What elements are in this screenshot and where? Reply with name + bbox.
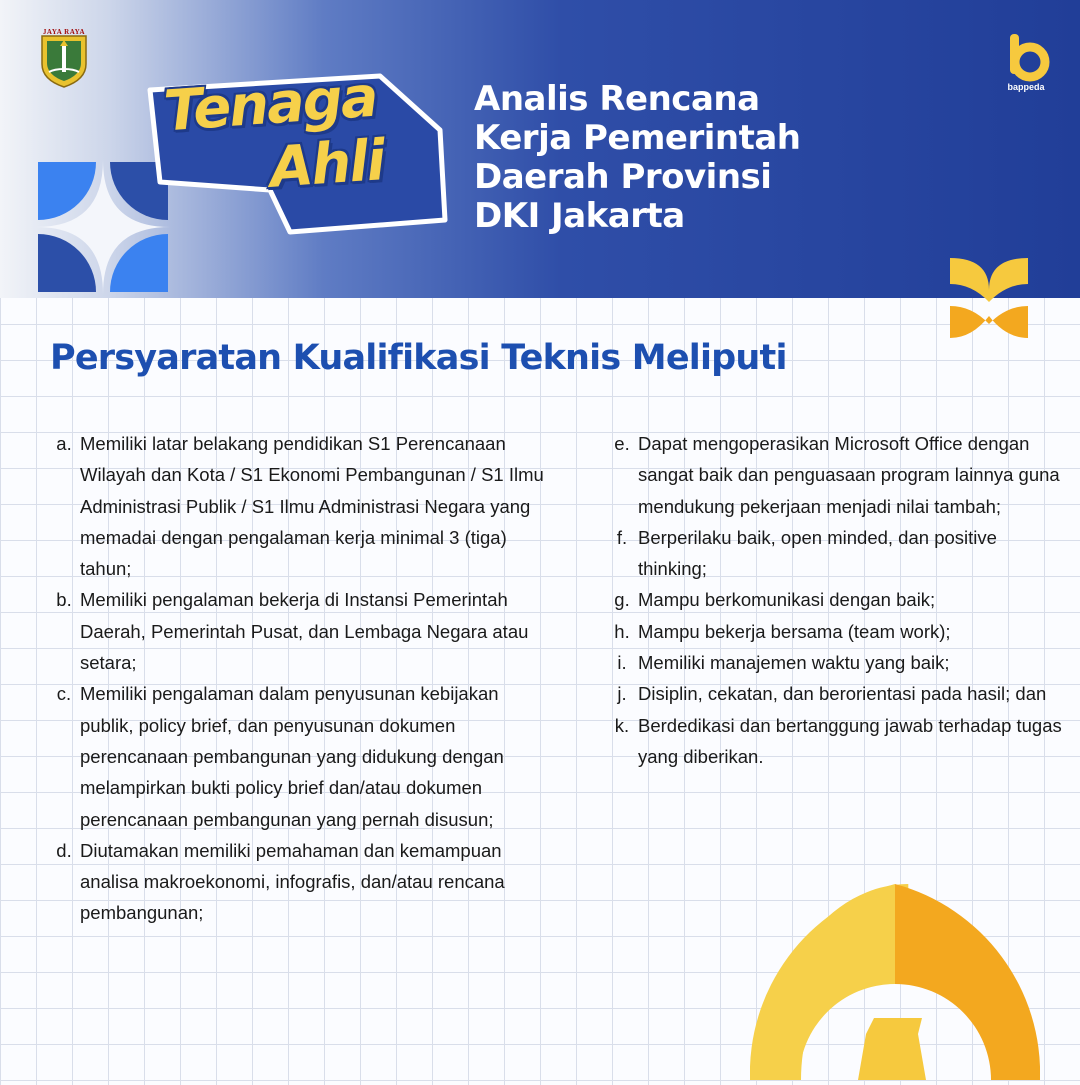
requirement-text: Dapat mengoperasikan Microsoft Office dengan sangat baik dan penguasaan program lainnya guna mendukung pekerjaan menjadi nilai tambah;: [638, 433, 1060, 517]
yellow-arc-graphic: [750, 884, 1040, 1080]
requirement-item: [48, 678, 548, 834]
list-marker: g.: [614, 589, 630, 611]
requirement-item: [606, 710, 1066, 773]
requirement-text: Diutamakan memiliki pemahaman dan kemampuan analisa makroekonomi, infografis, dan/atau rencana pembangunan;: [80, 839, 505, 924]
list-marker: f.: [616, 526, 628, 548]
bappeda-wordmark: bappeda: [1007, 82, 1045, 92]
job-title: [474, 80, 874, 236]
requirement-text: Disiplin, cekatan, dan berorientasi pada hasil; dan: [638, 683, 1047, 705]
yellow-chevron-graphic: [946, 254, 1032, 340]
requirement-item: [48, 584, 548, 678]
requirement-item: [606, 647, 1066, 678]
section-title: Persyaratan Kualifikasi Teknis Meliputi: [50, 338, 787, 378]
crest-motto: JAYA RAYA: [42, 28, 86, 36]
requirement-text: Memiliki pengalaman dalam penyusunan kebijakan publik, policy brief, dan penyusunan dokumen perencanaan pembangunan yang didukung dengan melampirkan bukti policy brief dan/atau dokumen perencanaan pembangunan yang pernah disusun;: [80, 683, 504, 830]
list-marker: k.: [614, 714, 630, 736]
requirement-item: [606, 428, 1066, 522]
requirement-text: Memiliki manajemen waktu yang baik;: [638, 652, 950, 674]
requirement-item: [48, 835, 548, 929]
list-marker: e.: [614, 433, 630, 454]
requirement-item: [606, 616, 1066, 647]
list-marker: h.: [614, 620, 630, 642]
dki-jakarta-crest-logo: [36, 28, 92, 88]
requirement-text: Berperilaku baik, open minded, dan positive thinking;: [638, 526, 997, 580]
list-marker: b.: [56, 589, 72, 611]
requirement-text: Memiliki pengalaman bekerja di Instansi Pemerintah Daerah, Pemerintah Pusat, dan Lembaga Negara atau setara;: [80, 589, 529, 674]
list-marker: a.: [56, 433, 72, 454]
requirement-text: Mampu berkomunikasi dengan baik;: [638, 589, 936, 611]
badge-word-tenaga: Tenaga: [161, 64, 379, 145]
job-title-line: Kerja Pemerintah: [474, 118, 801, 158]
list-marker: i.: [617, 652, 627, 674]
requirement-text: Berdedikasi dan bertanggung jawab terhadap tugas yang diberikan.: [638, 714, 1062, 767]
job-title-line: DKI Jakarta: [474, 196, 685, 236]
requirement-item: [606, 584, 1066, 615]
requirement-text: Memiliki latar belakang pendidikan S1 Perencanaan Wilayah dan Kota / S1 Ekonomi Pembangunan / S1 Ilmu Administrasi Publik / S1 Ilmu Administrasi Negara yang memadai dengan pengalaman kerja minimal 3 (tiga) tahun;: [80, 433, 544, 580]
list-marker: d.: [56, 839, 72, 861]
requirement-text: Mampu bekerja bersama (team work);: [638, 620, 951, 642]
requirement-item: [606, 678, 1066, 709]
header-banner: [0, 0, 1080, 298]
job-title-line: Analis Rencana: [474, 79, 760, 119]
job-title-line: Daerah Provinsi: [474, 157, 772, 197]
requirements-list-right: [606, 428, 1066, 772]
requirement-item: [606, 522, 1066, 585]
list-marker: j.: [617, 683, 627, 705]
requirements-list-left: [48, 428, 548, 929]
badge-word-ahli: Ahli: [267, 128, 386, 201]
requirement-item: [48, 428, 548, 584]
list-marker: c.: [56, 683, 72, 705]
bappeda-logo: [996, 32, 1056, 96]
